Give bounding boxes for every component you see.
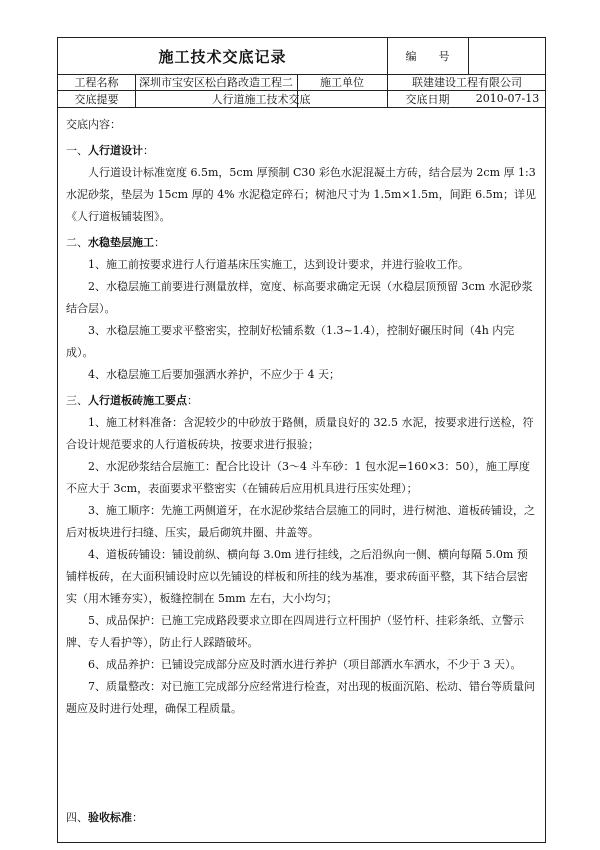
content-body: [66, 114, 537, 824]
record-sheet: [57, 37, 546, 843]
section-3-item: 5、成品保护：已施工完成路段要求立即在四周进行立杆围护（竖竹杆、挂彩条纸、立警示牌、专人看护等），防止行人踩踏破坏。: [66, 614, 524, 649]
section-colon: ：: [143, 144, 154, 157]
section-2-item: 4、水稳层施工后要加强洒水养护，不应少于 4 天；: [88, 368, 340, 381]
section-3-item: 4、道板砖铺设：铺设前纵、横向每 3.0m 进行挂线，之后沿纵向一侧、横向每隔 5.0m 预铺样板砖，在大面积铺设时应以先铺设的样板和所挂的线为基准，要求砖面平整，其下结合层密实（用木锤夯实），板缝控制在 5mm 左右，大小均匀；: [66, 548, 528, 605]
content-intro: 交底内容：: [66, 118, 121, 131]
section-2-heading: [66, 232, 537, 254]
summary-value: 人行道施工技术交底: [211, 92, 311, 106]
project-label: 工程名称: [74, 76, 119, 89]
section-colon: ：: [187, 394, 198, 407]
section-number: 一、: [66, 144, 88, 157]
section-3-item: 3、施工顺序：先施工两侧道牙，在水泥砂浆结合层施工的同时，进行树池、道板砖铺设，之后对板块进行扫缝、压实，最后砌筑井圈、井盖等。: [66, 504, 535, 539]
section-3-item: 7、质量整改：对已施工完成部分应经常进行检查，对出现的板面沉陷、松动、错台等质量问题应及时进行处理，确保工程质量。: [66, 680, 535, 715]
section-1-heading: [66, 140, 537, 162]
section-2-item: 1、施工前按要求进行人行道基床压实施工，达到设计要求，并进行验收工作。: [88, 258, 469, 271]
section-4-heading: [66, 807, 143, 829]
section-3-item: 1、施工材料准备：含泥较少的中砂放于路侧，质量良好的 32.5 水泥，按要求进行送检，符合设计规范要求的人行道板砖块，按要求进行报验；: [66, 416, 534, 451]
section-3-heading: [66, 390, 537, 412]
project-value: 深圳市宝安区松白路改造工程二: [139, 76, 293, 89]
section-number: 二、: [66, 236, 88, 249]
section-title: 水稳垫层施工: [88, 236, 154, 249]
section-1-paragraph: 人行道设计标准宽度 6.5m，5cm 厚预制 C30 彩色水泥混凝土方砖，结合层为 2cm 厚 1:3 水泥砂浆，垫层为 15cm 厚的 4% 水泥稳定碎石；树池尺寸为 1.5m×1.5m，间距 6.5m；详见《人行道板铺装图》。: [66, 166, 537, 223]
section-colon: ：: [132, 811, 143, 824]
number-label: 编 号: [405, 50, 450, 63]
section-title: 验收标准: [88, 811, 132, 824]
section-number: 四、: [66, 811, 88, 824]
summary-label: 交底提要: [74, 92, 119, 106]
date-label: 交底日期: [405, 92, 450, 106]
unit-value: 联建建设工程有限公司: [412, 76, 522, 89]
section-colon: ：: [154, 236, 165, 249]
page-title: 施工技术交底记录: [158, 47, 287, 66]
date-value: 2010-07-13: [475, 92, 540, 105]
section-title: 人行道板砖施工要点: [88, 394, 187, 407]
section-2-item: 3、水稳层施工要求平整密实，控制好松铺系数（1.3~1.4），控制好碾压时间（4h 内完成）。: [66, 324, 515, 359]
unit-label: 施工单位: [320, 76, 364, 89]
section-2-item: 2、水稳层施工前要进行测量放样，宽度、标高要求确定无误（水稳层顶预留 3cm 水泥砂浆结合层）。: [66, 280, 533, 315]
section-number: 三、: [66, 394, 88, 407]
section-title: 人行道设计: [88, 144, 143, 157]
section-3-item: 2、水泥砂浆结合层施工：配合比设计（3～4 斗车砂：1 包水泥=160×3：50），施工厚度不应大于 3cm，表面要求平整密实（在铺砖后应用机具进行压实处理）；: [66, 460, 530, 495]
number-value: [468, 38, 547, 74]
section-3-item: 6、成品养护：已铺设完成部分应及时洒水进行养护（项目部洒水车洒水，不少于 3 天）。: [88, 658, 522, 671]
row-divider: [58, 107, 545, 108]
